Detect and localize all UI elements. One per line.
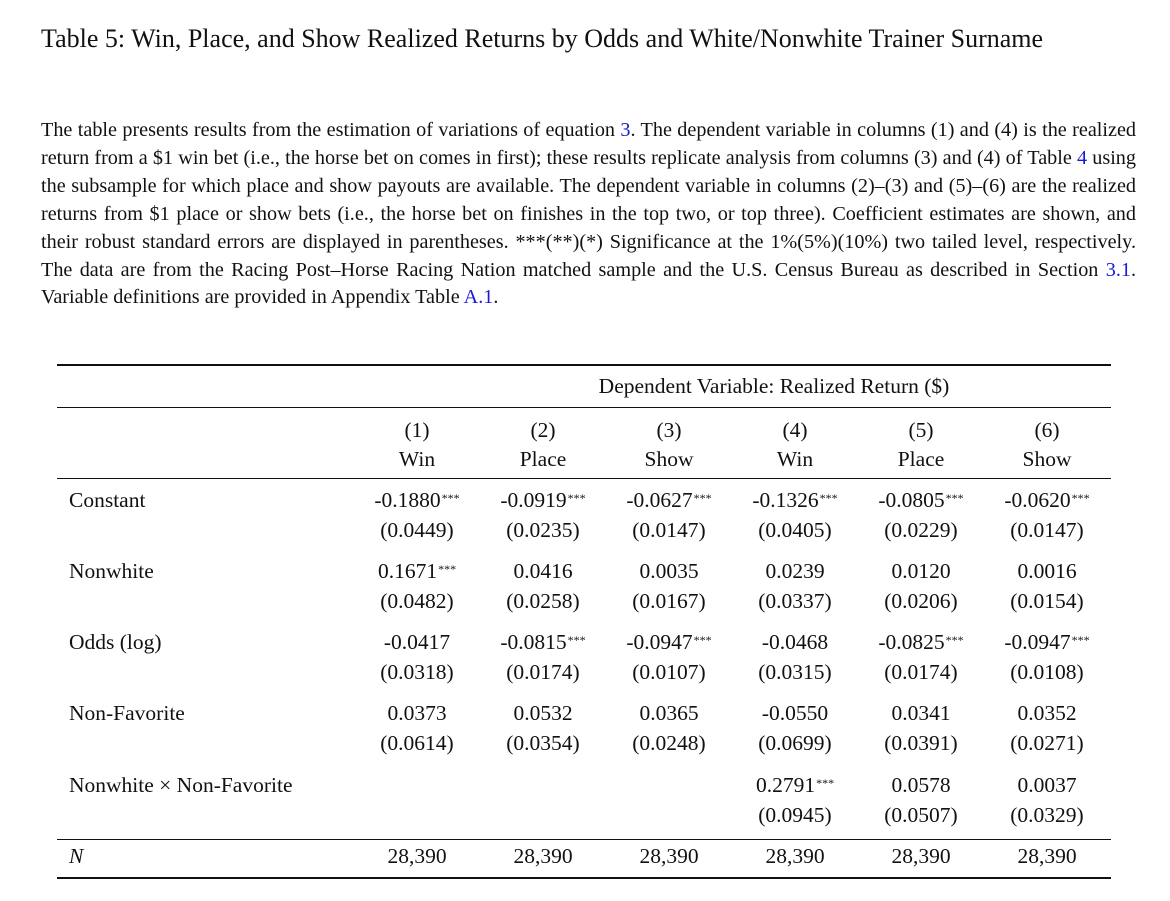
- column-number: (3): [656, 418, 682, 442]
- description-text-3: using the subsample for which place and show payouts are available. The dependent variable in columns (2)–(3) and (5)–(6) are the realized returns from $1 place or show bets (i.e., the horse bet on finishes in the top two, or top three). Coefficient estimates are shown, and their robust standard errors are displayed in parentheses. ***(**)(*) Significance at the 1%(5%)(10%) two tailed level, respectively. The data are from the Racing Post–Horse Racing Nation matched sample and the U.S. Census Bureau as described in Section: [41, 146, 1136, 281]
- column-number: (5): [908, 418, 934, 442]
- column-label: Win: [398, 447, 436, 471]
- significance-stars: ***: [1071, 633, 1090, 647]
- standard-error-cell: (0.0154): [1010, 589, 1084, 613]
- column-label: Place: [519, 447, 567, 471]
- section-link[interactable]: 3.1: [1105, 258, 1131, 281]
- standard-error-cell: (0.0258): [506, 589, 580, 613]
- standard-error-cell: (0.0174): [506, 660, 580, 684]
- coefficient-value: 0.0352: [1017, 701, 1077, 725]
- coefficient-value: 0.0016: [1017, 559, 1077, 583]
- significance-stars: ***: [693, 633, 712, 647]
- coefficient-cell: [985, 628, 1109, 657]
- significance-stars: ***: [816, 776, 835, 790]
- coefficient-value: 0.0416: [513, 559, 573, 583]
- coefficient-cell: [481, 699, 605, 728]
- coefficient-value: 0.0341: [891, 701, 951, 725]
- significance-stars: ***: [438, 562, 457, 576]
- column-label: Show: [644, 447, 694, 471]
- n-value-cell: 28,390: [891, 844, 951, 868]
- standard-error-cell: (0.0482): [380, 589, 454, 613]
- coefficient-value: 0.0035: [639, 559, 699, 583]
- column-number: (1): [404, 418, 430, 442]
- coefficient-value: -0.0627: [626, 488, 693, 512]
- coefficient-cell: [859, 628, 983, 657]
- coefficient-value: -0.1880: [374, 488, 441, 512]
- standard-error-cell: (0.0329): [1010, 803, 1084, 827]
- column-label: Win: [776, 447, 814, 471]
- standard-error-cell: (0.0449): [380, 518, 454, 542]
- table-description: [41, 117, 1136, 312]
- coefficient-value: -0.0805: [878, 488, 945, 512]
- row-label: Odds (log): [69, 630, 162, 654]
- header-mid-rule: [57, 407, 1111, 408]
- standard-error-cell: (0.0405): [758, 518, 832, 542]
- coefficient-cell: [859, 771, 983, 800]
- standard-error-cell: (0.0945): [758, 803, 832, 827]
- coefficient-cell: [607, 628, 731, 657]
- coefficient-cell: [859, 557, 983, 586]
- coefficient-cell: [481, 486, 605, 515]
- coefficient-value: 0.0532: [513, 701, 573, 725]
- coefficient-value: 0.0578: [891, 773, 951, 797]
- coefficient-value: -0.0825: [878, 630, 945, 654]
- coefficient-value: -0.0550: [761, 701, 829, 725]
- equation-link[interactable]: 3: [620, 119, 631, 141]
- standard-error-cell: (0.0337): [758, 589, 832, 613]
- coefficient-cell: [355, 699, 479, 728]
- description-text-1: The table presents results from the estimation of variations of equation: [41, 119, 621, 141]
- significance-stars: ***: [441, 491, 460, 505]
- significance-stars: ***: [567, 491, 586, 505]
- coefficient-value: 0.0239: [765, 559, 825, 583]
- coefficient-cell: [355, 557, 479, 586]
- standard-error-cell: (0.0614): [380, 731, 454, 755]
- coefficient-cell: [481, 628, 605, 657]
- standard-error-cell: (0.0248): [632, 731, 706, 755]
- n-value-cell: 28,390: [387, 844, 447, 868]
- coefficient-value: -0.0468: [761, 630, 829, 654]
- coefficient-value: -0.0417: [383, 630, 451, 654]
- coefficient-value: 0.0120: [891, 559, 951, 583]
- header-bottom-rule: [57, 478, 1111, 479]
- coefficient-cell: [355, 628, 479, 657]
- coefficient-value: -0.0620: [1004, 488, 1071, 512]
- coefficient-cell: [733, 557, 857, 586]
- coefficient-cell: [733, 699, 857, 728]
- standard-error-cell: (0.0354): [506, 731, 580, 755]
- standard-error-cell: (0.0391): [884, 731, 958, 755]
- coefficient-value: 0.2791: [755, 773, 816, 797]
- coefficient-cell: [607, 486, 731, 515]
- n-value-cell: 28,390: [765, 844, 825, 868]
- coefficient-cell: [355, 486, 479, 515]
- significance-stars: ***: [1071, 491, 1090, 505]
- standard-error-cell: (0.0108): [1010, 660, 1084, 684]
- standard-error-cell: (0.0315): [758, 660, 832, 684]
- standard-error-cell: (0.0699): [758, 731, 832, 755]
- standard-error-cell: (0.0167): [632, 589, 706, 613]
- table-caption: Table 5: Win, Place, and Show Realized Returns by Odds and White/Nonwhite Trainer Surname: [41, 24, 1044, 53]
- column-number: (4): [782, 418, 808, 442]
- significance-stars: ***: [945, 491, 964, 505]
- coefficient-cell: [985, 486, 1109, 515]
- description-text-2: . The dependent variable in columns (1) and (4) is the realized return from a $1 win bet (i.e., the horse bet on comes in first); these results replicate analysis from columns (3) and (4) of Table: [41, 119, 1137, 169]
- column-label: Place: [897, 447, 945, 471]
- n-row-label: N: [69, 844, 84, 868]
- coefficient-cell: [985, 771, 1109, 800]
- coefficient-value: 0.0037: [1017, 773, 1077, 797]
- description-text-4: . Variable definitions are provided in Appendix Table: [41, 258, 1136, 309]
- coefficient-cell: [481, 557, 605, 586]
- standard-error-cell: (0.0147): [1010, 518, 1084, 542]
- coefficient-cell: [859, 699, 983, 728]
- coefficient-value: -0.0947: [1004, 630, 1071, 654]
- coefficient-cell: [985, 557, 1109, 586]
- coefficient-cell: [733, 486, 857, 515]
- coefficient-value: 0.0365: [639, 701, 699, 725]
- coefficient-cell: [607, 557, 731, 586]
- table-link[interactable]: 4: [1076, 146, 1088, 169]
- significance-stars: ***: [693, 491, 712, 505]
- coefficient-cell: [607, 699, 731, 728]
- n-value-cell: 28,390: [639, 844, 699, 868]
- standard-error-cell: (0.0229): [884, 518, 958, 542]
- column-label: Show: [1022, 447, 1072, 471]
- standard-error-cell: (0.0318): [380, 660, 454, 684]
- coefficient-value: 0.0373: [387, 701, 447, 725]
- row-label: Constant: [69, 488, 146, 512]
- row-label: Nonwhite × Non-Favorite: [69, 773, 293, 797]
- standard-error-cell: (0.0235): [506, 518, 580, 542]
- column-number: (2): [530, 418, 556, 442]
- significance-stars: ***: [945, 633, 964, 647]
- row-label: Nonwhite: [69, 559, 154, 583]
- standard-error-cell: (0.0174): [884, 660, 958, 684]
- standard-error-cell: (0.0147): [632, 518, 706, 542]
- coefficient-cell: [985, 699, 1109, 728]
- n-value-cell: 28,390: [1017, 844, 1077, 868]
- appendix-link[interactable]: A.1: [463, 286, 494, 309]
- significance-stars: ***: [567, 633, 586, 647]
- n-top-rule: [57, 839, 1111, 840]
- row-label: Non-Favorite: [69, 701, 185, 725]
- standard-error-cell: (0.0271): [1010, 731, 1084, 755]
- coefficient-cell: [733, 771, 857, 800]
- significance-stars: ***: [819, 491, 838, 505]
- coefficient-value: -0.0815: [500, 630, 567, 654]
- coefficient-cell: [733, 628, 857, 657]
- top-rule: [57, 364, 1111, 366]
- coefficient-value: -0.1326: [752, 488, 819, 512]
- coefficient-cell: [859, 486, 983, 515]
- standard-error-cell: (0.0107): [632, 660, 706, 684]
- standard-error-cell: (0.0507): [884, 803, 958, 827]
- coefficient-value: -0.0919: [500, 488, 567, 512]
- coefficient-value: 0.1671: [377, 559, 438, 583]
- bottom-rule: [57, 877, 1111, 879]
- standard-error-cell: (0.0206): [884, 589, 958, 613]
- dependent-variable-header: Dependent Variable: Realized Return ($): [598, 374, 950, 398]
- description-text-5: .: [493, 286, 499, 309]
- coefficient-value: -0.0947: [626, 630, 693, 654]
- n-value-cell: 28,390: [513, 844, 573, 868]
- column-number: (6): [1034, 418, 1060, 442]
